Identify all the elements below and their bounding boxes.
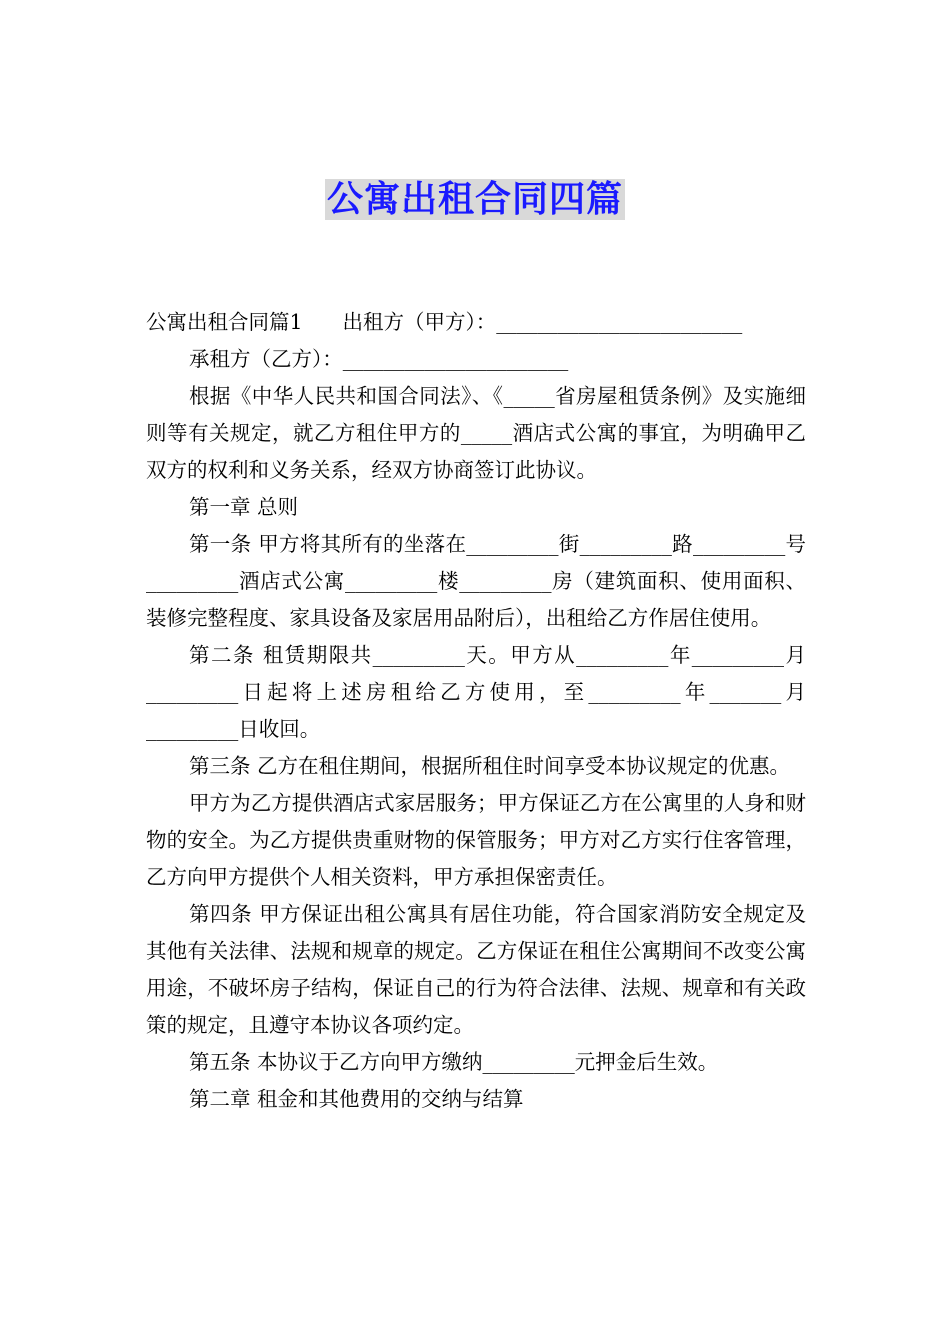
article-3: 第三条 乙方在租住期间，根据所租住时间享受本协议规定的优惠。 xyxy=(189,754,791,778)
article-5: 第五条 本协议于乙方向甲方缴纳_________元押金后生效。 xyxy=(189,1050,719,1074)
article-3-detail: 甲方为乙方提供酒店式家居服务；甲方保证乙方在公寓里的人身和财物的安全。为乙方提供贵重财物的保管服务；甲方对乙方实行住客管理，乙方向甲方提供个人相关资料，甲方承担保密责任。 xyxy=(146,791,806,889)
chapter-2-heading: 第二章 租金和其他费用的交纳与结算 xyxy=(189,1087,524,1111)
lessee-line: 承租方（乙方）：______________________ xyxy=(189,347,569,371)
article-4: 第四条 甲方保证出租公寓具有居住功能，符合国家消防安全规定及其他有关法律、法规和规章的规定。乙方保证在租住公寓期间不改变公寓用途，不破坏房子结构，保证自己的行为符合法律、法规、规章和有关政策的规定，且遵守本协议各项约定。 xyxy=(146,902,806,1037)
document-title xyxy=(0,178,950,222)
document-body xyxy=(146,304,806,1118)
contract-heading: 公寓出租合同篇1 xyxy=(146,310,303,334)
paragraph-preamble: 根据《中华人民共和国合同法》、《_____省房屋租赁条例》及实施细则等有关规定，就乙方租住甲方的_____酒店式公寓的事宜，为明确甲乙双方的权利和义务关系，经双方协商签订此协议。 xyxy=(146,384,806,482)
title-text: 公寓出租合同四篇 xyxy=(326,179,623,220)
article-1: 第一条 甲方将其所有的坐落在_________街_________路_________号_________酒店式公寓_________楼_________房（建筑面积、使用面积、装修完整程度、家具设备及家居用品附后），出租给乙方作居住使用。 xyxy=(146,532,806,630)
article-2: 第二条 租赁期限共_________天。甲方从_________年_________月_________日起将上述房租给乙方使用，至_________年_______月_________日收回。 xyxy=(146,643,806,741)
lessor-line: 出租方（甲方）：________________________ xyxy=(342,310,743,334)
chapter-1-heading: 第一章 总则 xyxy=(189,495,299,519)
paragraph-header xyxy=(146,304,806,341)
